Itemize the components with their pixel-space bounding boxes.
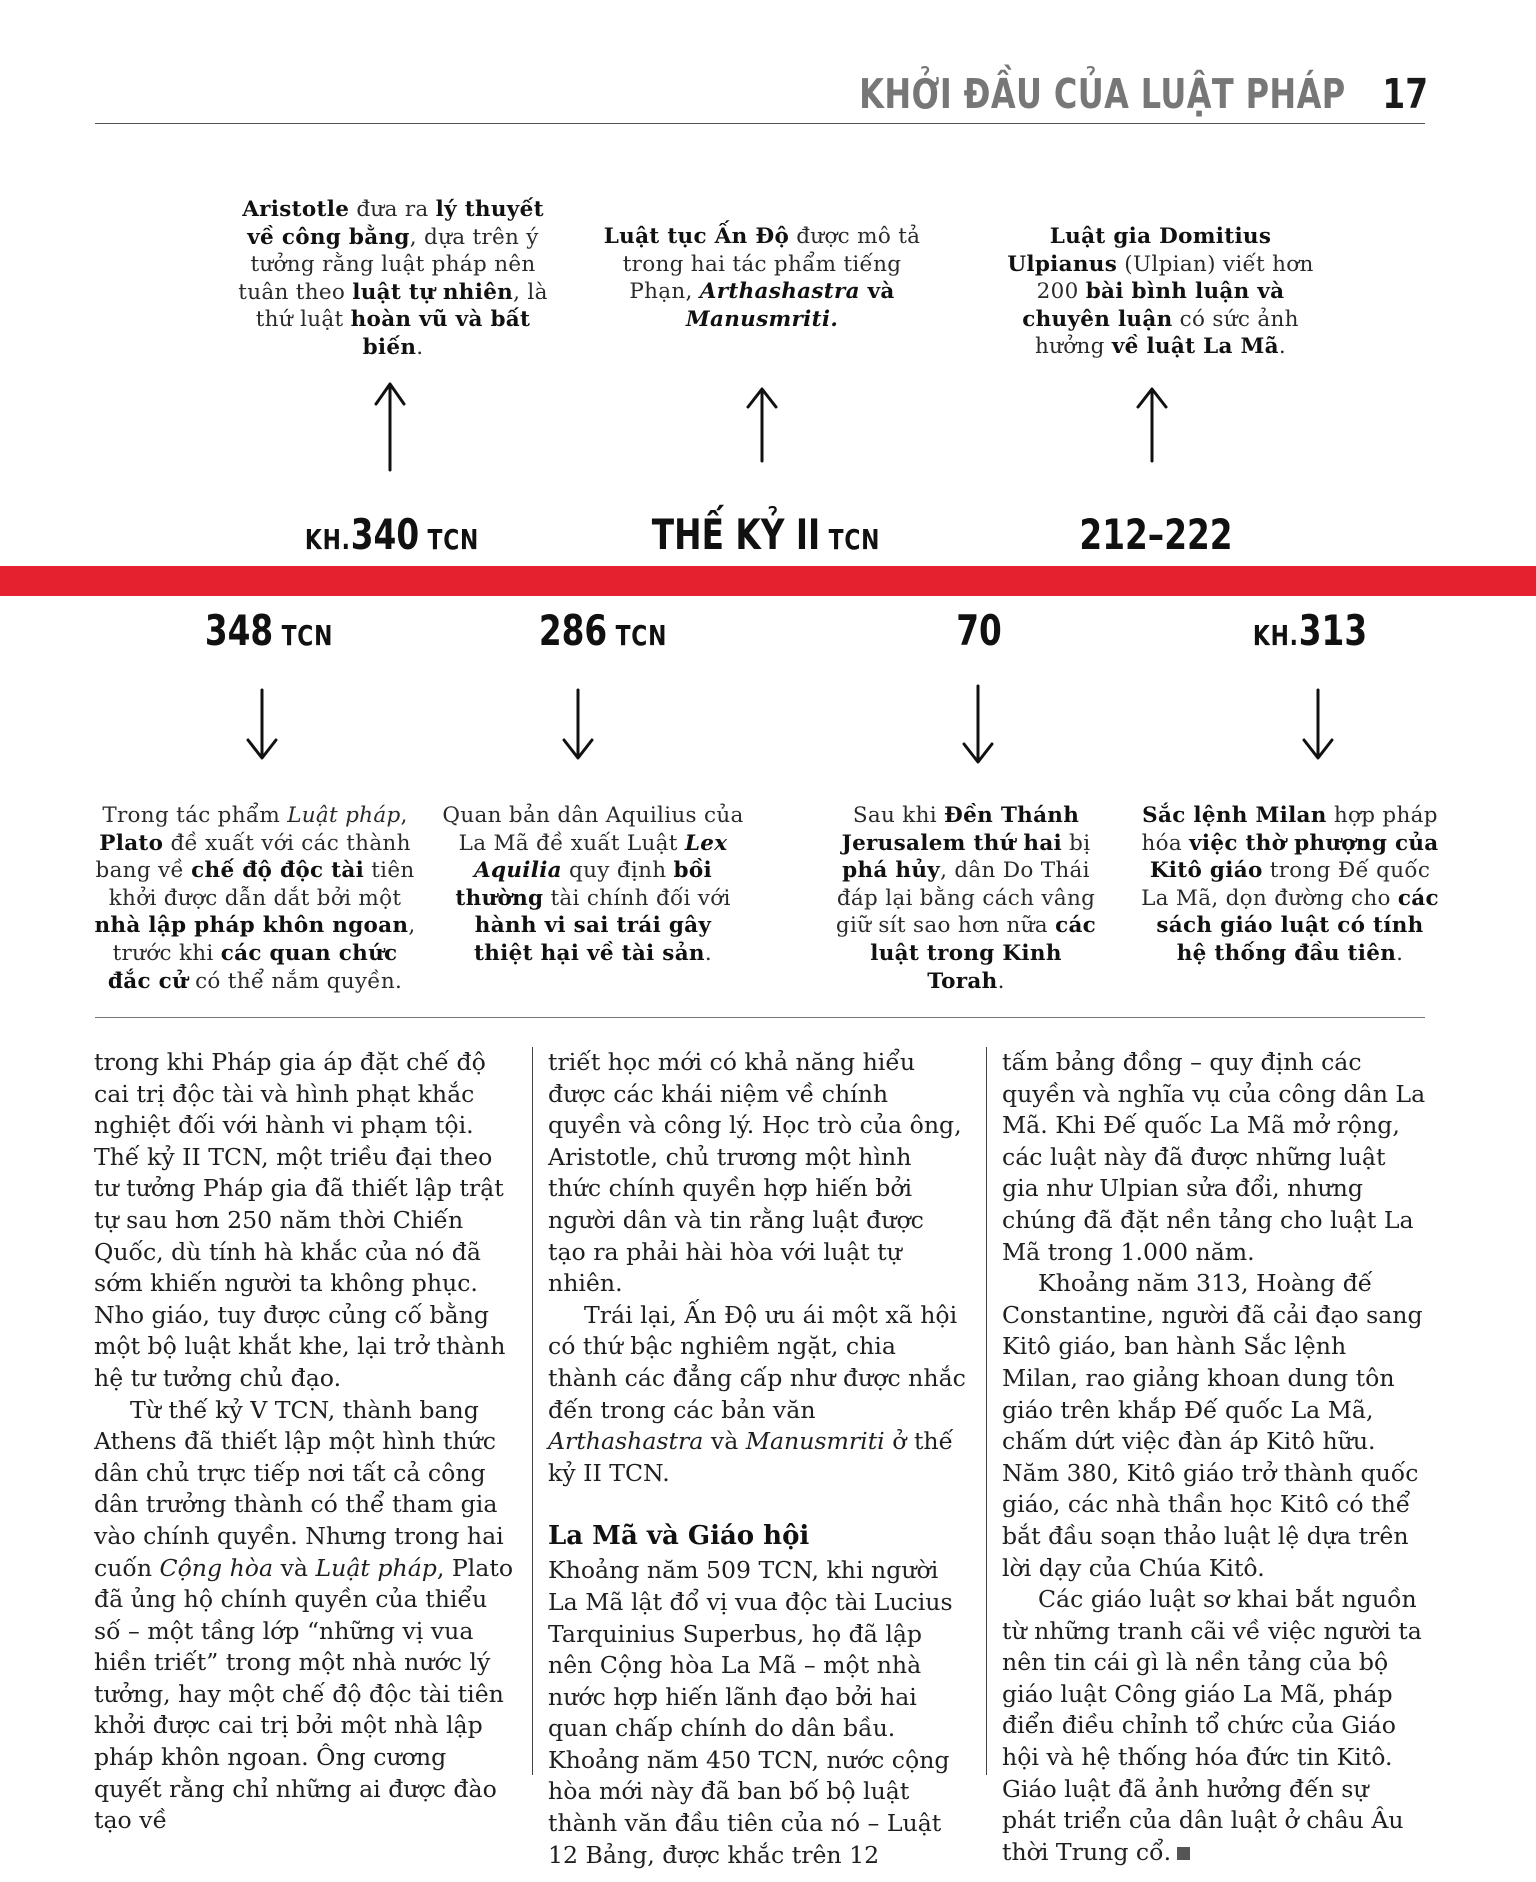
body-paragraph: triết học mới có khả năng hiểu được các khái niệm về chính quyền và công lý. Học trò của ông, Aristotle, chủ trương một hình thức chính quyền hợp hiến bởi người dân và tin rằng luật được tạo ra phải hài hòa với luật tự nhiên. — [548, 1048, 962, 1298]
arrow-up-icon — [370, 380, 410, 472]
body-paragraph: tấm bảng đồng – quy định các quyền và nghĩa vụ của công dân La Mã. Khi Đế quốc La Mã mở rộng, các luật này đã được những luật gia như Ulpian sửa đổi, nhưng chúng đã đặt nền tảng cho luật La Mã trong 1.000 năm. — [1002, 1048, 1426, 1266]
timeline-event-above-2nd-century-bc: Luật tục Ấn Độ được mô tả trong hai tác phẩm tiếng Phạn, Arthashastra và Manusmriti. — [603, 224, 921, 332]
body-paragraph: Từ thế kỷ V TCN, thành bang Athens đã thiết lập một hình thức dân chủ trực tiếp nơi tất cả công dân trưởng thành có thể tham gia vào chính quyền. Nhưng trong hai cuốn Cộng hòa và Luật pháp, Plato đã ủng hộ chính quyền của thiểu số – một tầng lớp “những vị vua hiền triết” trong một nhà nước lý tưởng, hay một chế độ độc tài tiên khởi được cai trị bởi một nhà lập pháp khôn ngoan. Ông cương quyết rằng chỉ những ai được đào tạo về — [94, 1395, 514, 1835]
timeline-event-above-212-222: Luật gia Domitius Ulpianus (Ulpian) viết hơn 200 bài bình luận và chuyên luận có sức ảnh hưởng về luật La Mã. — [1007, 224, 1314, 360]
arrow-down-icon — [242, 688, 282, 762]
arrow-down-icon — [558, 688, 598, 762]
timeline-event-below-348bc: Trong tác phẩm Luật pháp, Plato đề xuất với các thành bang về chế độ độc tài tiên khởi được dẫn dắt bởi một nhà lập pháp khôn ngoan, trước khi các quan chức đắc cử có thể nắm quyền. — [94, 803, 416, 994]
timeline-date-212-222: 212–222 — [1079, 510, 1233, 559]
timeline-date-340bc: KH.340 TCN — [304, 510, 480, 559]
timeline-bar — [0, 566, 1536, 596]
header-rule — [95, 123, 1425, 124]
body-column-1 — [94, 1047, 514, 1837]
timeline-date-2nd-century-bc: THẾ KỶ II TCN — [651, 510, 881, 559]
column-divider — [532, 1047, 533, 1775]
timeline-date-286bc: 286 TCN — [538, 606, 668, 655]
column-divider — [986, 1047, 987, 1775]
arrow-down-icon — [958, 684, 998, 766]
arrow-up-icon — [742, 385, 782, 463]
timeline-event-below-313: Sắc lệnh Milan hợp pháp hóa việc thờ phượng của Kitô giáo trong Đế quốc La Mã, dọn đường cho các sách giáo luật có tính hệ thống đầu tiên. — [1141, 803, 1439, 966]
body-paragraph: trong khi Pháp gia áp đặt chế độ cai trị độc tài và hình phạt khắc nghiệt đối với hành vi phạm tội. Thế kỷ II TCN, một triều đại theo tư tưởng Pháp gia đã thiết lập trật tự sau hơn 250 năm thời Chiến Quốc, dù tính hà khắc của nó đã sớm khiến người ta không phục. Nho giáo, tuy được củng cố bằng một bộ luật khắt khe, lại trở thành hệ tư tưởng chủ đạo. — [94, 1048, 506, 1392]
timeline-event-below-70: Sau khi Đền Thánh Jerusalem thứ hai bị phá hủy, dân Do Thái đáp lại bằng cách vâng giữ sít sao hơn nữa các luật trong Kinh Torah. — [835, 803, 1097, 994]
arrow-down-icon — [1298, 688, 1338, 762]
timeline-date-313: KH.313 — [1252, 606, 1368, 655]
arrow-up-icon — [1132, 385, 1172, 463]
timeline-event-above-340bc: Aristotle đưa ra lý thuyết về công bằng, dựa trên ý tưởng rằng luật pháp nên tuân theo luật tự nhiên, là thứ luật hoàn vũ và bất biến. — [238, 197, 548, 360]
timeline-date-348bc: 348 TCN — [204, 606, 334, 655]
section-heading: La Mã và Giáo hội — [548, 1521, 810, 1552]
body-paragraph: Khoảng năm 509 TCN, khi người La Mã lật đổ vị vua độc tài Lucius Tarquinius Superbus, họ đã lập nên Cộng hòa La Mã – một nhà nước hợp hiến lãnh đạo bởi hai quan chấp chính do dân bầu. Khoảng năm 450 TCN, nước cộng hòa mới này đã ban bố bộ luật thành văn đầu tiên của nó – Luật 12 Bảng, được khắc trên 12 — [548, 1556, 953, 1869]
body-column-2 — [548, 1047, 968, 1871]
body-paragraph: Trái lại, Ấn Độ ưu ái một xã hội có thứ bậc nghiêm ngặt, chia thành các đẳng cấp như được nhắc đến trong các bản văn Arthashastra và Manusmriti ở thế kỷ II TCN. — [548, 1300, 966, 1487]
running-header-title: KHỞI ĐẦU CỦA LUẬT PHÁP — [859, 70, 1346, 118]
section-rule — [95, 1017, 1425, 1018]
timeline-event-below-286bc: Quan bản dân Aquilius của La Mã đề xuất Luật Lex Aquilia quy định bồi thường tài chính đối với hành vi sai trái gây thiệt hại về tài sản. — [442, 803, 744, 966]
timeline-date-70: 70 — [956, 606, 1002, 655]
body-column-3 — [1002, 1047, 1426, 1868]
body-paragraph: Các giáo luật sơ khai bắt nguồn từ những tranh cãi về việc người ta nên tin cái gì là nền tảng của bộ giáo luật Công giáo La Mã, pháp điển điều chỉnh tổ chức của Giáo hội và hệ thống hóa đức tin Kitô. Giáo luật đã ảnh hưởng đến sự phát triển của dân luật ở châu Âu thời Trung cổ. — [1002, 1585, 1422, 1866]
page-number: 17 — [1382, 70, 1428, 118]
end-of-article-mark — [1177, 1847, 1190, 1860]
body-paragraph: Khoảng năm 313, Hoàng đế Constantine, người đã cải đạo sang Kitô giáo, ban hành Sắc lệnh Milan, rao giảng khoan dung tôn giáo trên khắp Đế quốc La Mã, chấm dứt việc đàn áp Kitô hữu. Năm 380, Kitô giáo trở thành quốc giáo, các nhà thần học Kitô có thể bắt đầu soạn thảo luật lệ dựa trên lời dạy của Chúa Kitô. — [1002, 1269, 1423, 1582]
